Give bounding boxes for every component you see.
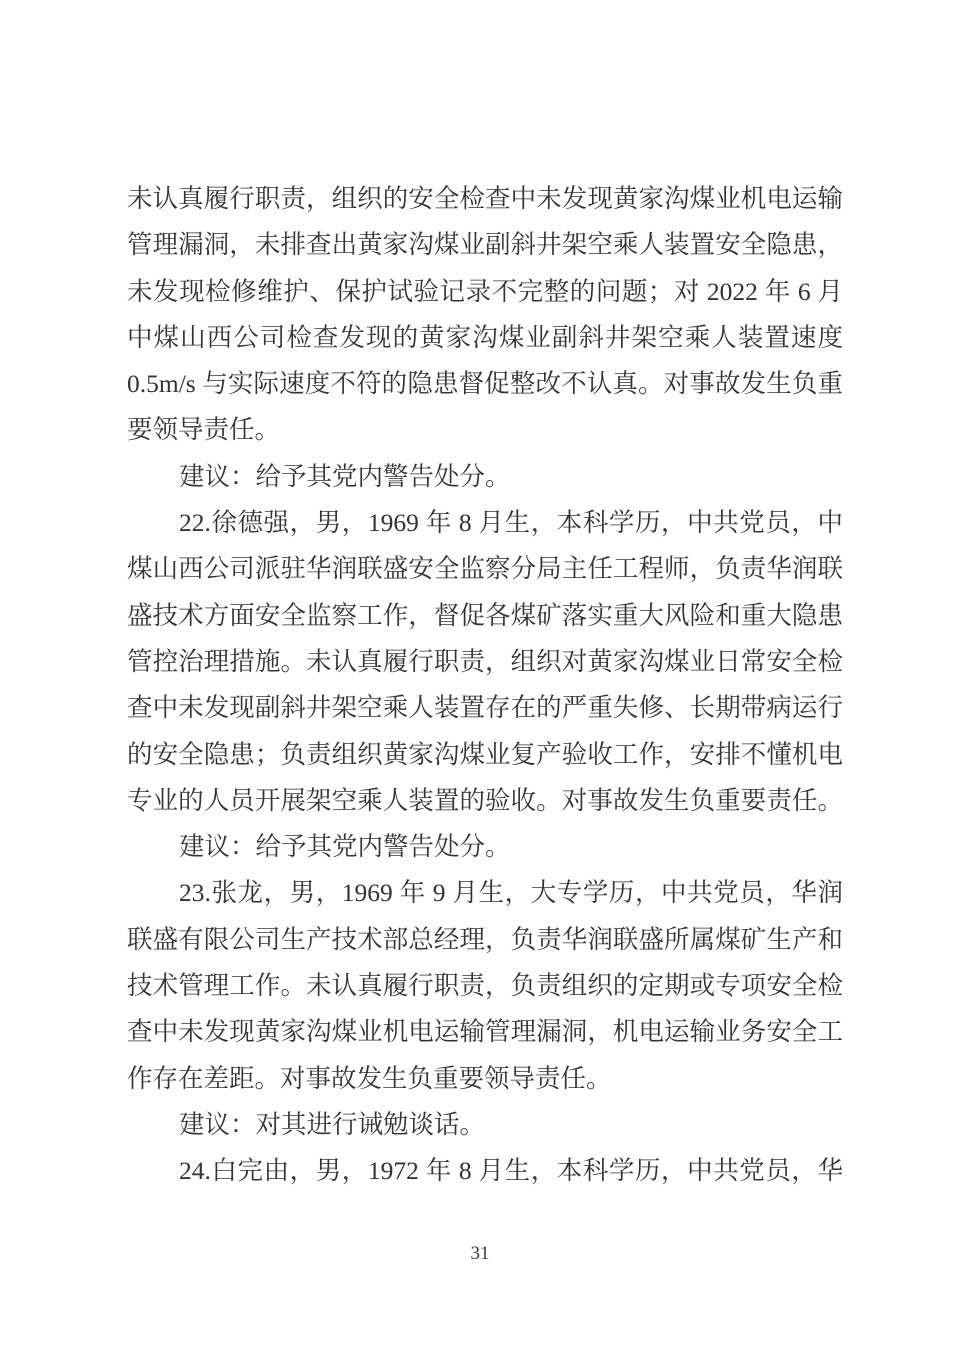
text-line: 中煤山西公司检查发现的黄家沟煤业副斜井架空乘人装置速度 xyxy=(127,322,843,352)
text-line: 管理漏洞，未排查出黄家沟煤业副斜井架空乘人装置安全隐患， xyxy=(127,230,843,260)
text-line-recommendation: 建议：给予其党内警告处分。 xyxy=(179,832,511,862)
text-line: 0.5m/s 与实际速度不符的隐患督促整改不认真。对事故发生负重 xyxy=(127,369,843,399)
text-line: 未发现检修维护、保护试验记录不完整的问题；对 2022 年 6 月 xyxy=(127,276,843,306)
text-line-person-22: 22.徐德强，男，1969 年 8 月生，本科学历，中共党员，中 xyxy=(179,508,843,538)
text-line: 盛技术方面安全监察工作，督促各煤矿落实重大风险和重大隐患 xyxy=(127,600,843,630)
text-line: 要领导责任。 xyxy=(127,415,281,445)
text-line: 管控治理措施。未认真履行职责，组织对黄家沟煤业日常安全检 xyxy=(127,646,843,676)
text-line: 的安全隐患；负责组织黄家沟煤业复产验收工作，安排不懂机电 xyxy=(127,739,843,769)
text-line: 作存在差距。对事故发生负重要领导责任。 xyxy=(127,1063,612,1093)
text-line: 查中未发现副斜井架空乘人装置存在的严重失修、长期带病运行 xyxy=(127,693,843,723)
text-line: 技术管理工作。未认真履行职责，负责组织的定期或专项安全检 xyxy=(127,971,843,1001)
text-line: 未认真履行职责，组织的安全检查中未发现黄家沟煤业机电运输 xyxy=(127,184,843,213)
text-line: 查中未发现黄家沟煤业机电运输管理漏洞，机电运输业务安全工 xyxy=(127,1017,843,1047)
text-line: 联盛有限公司生产技术部总经理，负责华润联盛所属煤矿生产和 xyxy=(127,924,843,954)
text-line-person-24: 24.白完由，男，1972 年 8 月生，本科学历，中共党员，华 xyxy=(179,1156,843,1186)
text-line-recommendation: 建议：给予其党内警告处分。 xyxy=(179,461,511,491)
text-line: 专业的人员开展架空乘人装置的验收。对事故发生负重要责任。 xyxy=(127,785,843,815)
text-line-person-23: 23.张龙，男，1969 年 9 月生，大专学历，中共党员，华润 xyxy=(179,878,843,908)
text-line: 煤山西公司派驻华润联盛安全监察分局主任工程师，负责华润联 xyxy=(127,554,843,584)
page-number: 31 xyxy=(470,1243,490,1264)
document-text-block xyxy=(127,176,843,1195)
text-line-recommendation: 建议：对其进行诫勉谈话。 xyxy=(179,1109,486,1139)
